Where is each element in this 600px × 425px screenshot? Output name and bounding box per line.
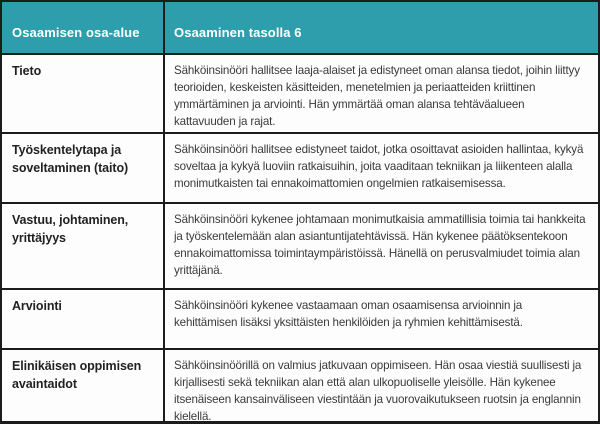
row-area-label-vastuu: Vastuu, johtaminen, yrittäjyys [2, 204, 165, 288]
table-row [2, 290, 598, 350]
row-area-label-tyoskentelytapa: Työskentelytapa ja soveltaminen (taito) [2, 134, 165, 202]
row-description-arviointi: Sähköinsinööri kykenee vastaamaan oman osaamisensa arvioinnin ja kehittämisen lisäksi yksittäisten henkilöiden ja ryhmien kehittämisestä. [174, 299, 523, 329]
table-row [2, 55, 598, 134]
table-row [2, 134, 598, 204]
table-header-row [2, 2, 598, 55]
row-description-tieto: Sähköinsinööri hallitsee laaja-alaiset ja edistyneet oman alansa tiedot, joihin liittyy teorioiden, keskeisten käsitteiden, menetelmien ja periaatteiden kriittinen ymmärtäminen ja arviointi. Hän ymmärtää oman alansa tehtäväalueen kattavuuden ja rajat. [174, 64, 580, 128]
row-description-tyoskentelytapa: Sähköinsinööri hallitsee edistyneet taidot, jotka osoittavat asioiden hallintaa, kykyä soveltaa ja kykyä luoviin ratkaisuihin, joita vaaditaan tekniikan ja liikenteen alalla monimutkaisten tai ennakoimattomien ongelmien ratkaisemisessa. [174, 143, 584, 190]
row-area-label-elinikainen-oppiminen: Elinikäisen oppimisen avaintaidot [2, 350, 165, 421]
row-area-label-arviointi: Arviointi [2, 290, 165, 348]
row-area-label-tieto: Tieto [2, 55, 165, 132]
row-description-elinikainen-oppiminen: Sähköinsinöörillä on valmius jatkuvaan oppimiseen. Hän osaa viestiä suullisesti ja kirjallisesti sekä tekniikan alan että alan ulkopuoliselle yleisölle. Hän kykenee itsenäiseen kansainväliseen viestintään ja vuorovaikutukseen ruotsin ja englannin kielellä. [174, 359, 582, 423]
header-cell-competence-level: Osaaminen tasolla 6 [174, 25, 302, 40]
header-cell-competence-area: Osaamisen osa-alue [2, 2, 165, 53]
row-description-vastuu: Sähköinsinööri kykenee johtamaan monimutkaisia ammatillisia toimia tai hankkeita ja työskentelemään alan asiantuntijatehtävissä. Hän kykenee päätöksentekoon ennakoimattomissa toimintaympäristöissä. Hänellä on perusvalmiudet toimia alan yrittäjänä. [174, 213, 586, 277]
table-row [2, 350, 598, 421]
table-row [2, 204, 598, 290]
